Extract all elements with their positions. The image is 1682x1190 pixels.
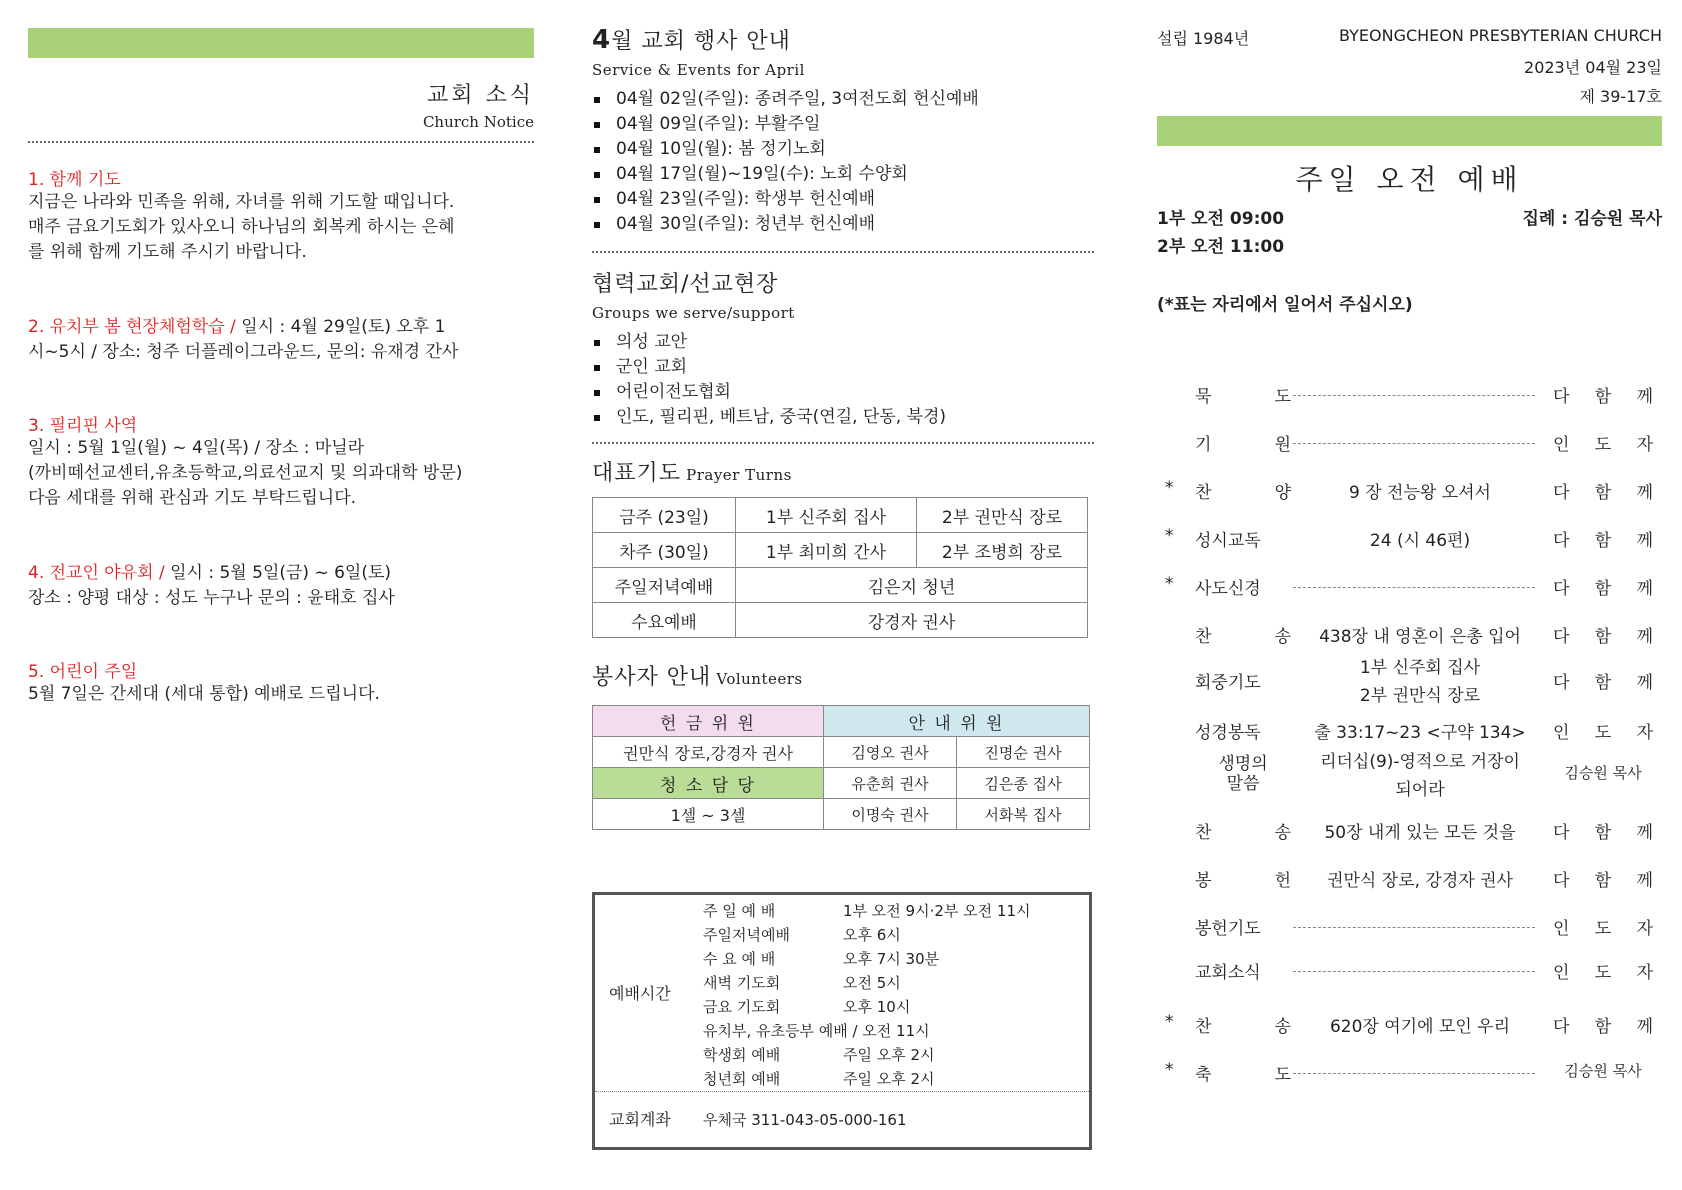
notice-title: 4. 전교인 야유회 /: [28, 563, 165, 583]
stand-note: (*표는 자리에서 일어서 주십시오): [1157, 295, 1413, 315]
worship-order-row: [1157, 718, 1662, 746]
worship-time-row: [703, 995, 1083, 1019]
worship-time-name: 학생회 예배: [703, 1046, 781, 1064]
worship-time-row: [703, 971, 1083, 995]
events-subtitle: Service & Events for April: [592, 61, 805, 79]
table-row: [593, 603, 1088, 638]
worship-time-name: 금요 기도회: [703, 998, 781, 1016]
table-cell: 강경자 권사: [736, 603, 1088, 638]
table-row: [593, 568, 1088, 603]
groups-title: 협력교회/선교현장: [592, 272, 779, 297]
worship-order-row: [1157, 574, 1662, 602]
events-column: [592, 0, 1094, 1129]
table-row: [593, 799, 1090, 830]
church-name: BYEONGCHEON PRESBYTERIAN CHURCH: [1339, 26, 1662, 45]
event-item: 04월 09일(주일): 부활주일: [592, 112, 1094, 137]
order-item-name: 회중기도: [1195, 673, 1261, 693]
notice-title: 5. 어린이 주일: [28, 662, 138, 682]
worship-time-value: 1부 오전 9시·2부 오전 11시: [843, 902, 1031, 920]
order-item-leader: 인 도 자: [1553, 919, 1653, 939]
table-cell: 유춘희 권사: [824, 768, 957, 799]
worship-time-row: [703, 1067, 1083, 1091]
order-item-name: 찬 양: [1195, 483, 1291, 503]
worship-order-row: [1157, 658, 1662, 706]
notice-item: [28, 657, 534, 707]
cleaning-names: 1셀 ~ 3셀: [593, 799, 824, 830]
worship-times-box: [592, 892, 1092, 1150]
volunteers-title: 봉사자 안내: [592, 665, 712, 690]
church-notice-title: 교회 소식: [426, 83, 534, 108]
worship-order-row: [1157, 526, 1662, 554]
notice-item: [28, 561, 534, 611]
order-item-name: 성경봉독: [1195, 723, 1261, 743]
worship-time-row: [703, 923, 1083, 947]
dotted-divider: [592, 251, 1094, 253]
worship-order-row: [1157, 622, 1662, 650]
order-item-leader: 다 함 께: [1553, 673, 1653, 693]
worship-time-value: 오후 10시: [843, 998, 911, 1016]
worship-time-name: 수 요 예 배: [703, 950, 776, 968]
worship-time-name: 주 일 예 배: [703, 902, 776, 920]
notice-title: 2. 유치부 봄 현장체험학습 /: [28, 317, 236, 337]
order-item-content: 620장 여기에 모인 우리: [1329, 1017, 1511, 1037]
volunteers-heading: [592, 660, 1094, 691]
order-item-content: 리더십(9)-영적으로 거장이 되어라: [1320, 752, 1520, 800]
notice-line: 매주 금요기도회가 있사오니 하나님의 회복케 하시는 은혜: [28, 217, 455, 237]
group-item: 어린이전도협회: [592, 380, 1094, 405]
notice-line: 5월 7일은 간세대 (세대 통합) 예배로 드립니다.: [28, 684, 380, 704]
green-header-bar: [1157, 116, 1662, 146]
dashed-leader: [1293, 443, 1535, 444]
dashed-leader: [1293, 395, 1535, 396]
notice-item: [28, 165, 534, 265]
service-time-1: 1부 오전 09:00: [1157, 209, 1285, 229]
worship-order-row: [1157, 818, 1662, 846]
issue-number: 제 39-17호: [1579, 87, 1662, 106]
worship-order-row: [1157, 1060, 1662, 1088]
event-item: 04월 10일(월): 봄 정기노회: [592, 137, 1094, 162]
order-item-leader: 다 함 께: [1553, 483, 1653, 503]
notice-title: 1. 함께 기도: [28, 170, 121, 190]
table-cell: 주일저녁예배: [593, 568, 736, 603]
event-item: 04월 02일(주일): 종려주일, 3여전도회 헌신예배: [592, 87, 1094, 112]
worship-order-row: [1157, 752, 1662, 800]
groups-subtitle: Groups we serve/support: [592, 304, 795, 322]
officiant: 집례 : 김승원 목사: [1522, 209, 1662, 229]
volunteers-subtitle: Volunteers: [716, 670, 803, 688]
group-item: 인도, 필리핀, 베트남, 중국(연길, 단동, 북경): [592, 405, 1094, 430]
account-label: 교회계좌: [609, 1110, 671, 1129]
table-cell: 2부 권만식 장로: [917, 498, 1088, 533]
table-row: [593, 498, 1088, 533]
order-item-content: 50장 내게 있는 모든 것을: [1324, 823, 1516, 843]
worship-time-row: [703, 1043, 1083, 1067]
green-header-bar: [28, 28, 534, 58]
worship-time-name: 유치부, 유초등부 예배 / 오전 11시: [703, 1022, 930, 1040]
events-title-number: 4: [592, 25, 612, 55]
worship-times-list: [703, 899, 1083, 1091]
notice-item: [28, 411, 534, 511]
notice-line: 다음 세대를 위해 관심과 기도 부탁드립니다.: [28, 488, 357, 508]
order-item-leader: 인 도 자: [1553, 435, 1653, 455]
order-item-name: 교회소식: [1195, 963, 1261, 983]
order-item-leader: 인 도 자: [1553, 723, 1653, 743]
worship-order-row: [1157, 478, 1662, 506]
offering-header: 헌 금 위 원: [593, 706, 824, 737]
table-cell: 김은지 청년: [736, 568, 1088, 603]
worship-order-row: [1157, 914, 1662, 942]
dashed-leader: [1293, 927, 1535, 928]
worship-times-label: 예배시간: [609, 984, 671, 1003]
prayer-subtitle: Prayer Turns: [686, 466, 792, 484]
bulletin-date: 2023년 04월 23일: [1524, 58, 1662, 77]
order-item-leader: 다 함 께: [1553, 531, 1653, 551]
order-item-name: 기 원: [1195, 435, 1291, 455]
stand-marker: *: [1165, 1012, 1174, 1032]
table-cell: 서화복 집사: [957, 799, 1090, 830]
table-cell: 수요예배: [593, 603, 736, 638]
table-cell: 금주 (23일): [593, 498, 736, 533]
notice-line: (까비떼선교센터,유초등학교,의료선교지 및 의과대학 방문): [28, 463, 463, 483]
cleaning-header: 청 소 담 당: [593, 768, 824, 799]
event-item: 04월 17일(월)~19일(수): 노회 수양회: [592, 162, 1094, 187]
stand-marker: *: [1165, 478, 1174, 498]
table-cell: 1부 최미희 간사: [736, 533, 917, 568]
order-item-leader: 김승원 목사: [1564, 764, 1642, 782]
notice-title-tail: 일시 : 4월 29일(토) 오후 1: [235, 317, 446, 337]
notice-line: 지금은 나라와 민족을 위해, 자녀를 위해 기도할 때입니다.: [28, 192, 455, 212]
order-item-leader: 다 함 께: [1553, 579, 1653, 599]
group-item: 의성 교안: [592, 330, 1094, 355]
dotted-divider: [595, 1091, 1089, 1092]
table-cell: 차주 (30일): [593, 533, 736, 568]
worship-time-name: 새벽 기도회: [703, 974, 781, 992]
notice-line: 장소 : 양평 대상 : 성도 누구나 문의 : 윤태호 집사: [28, 588, 395, 608]
worship-time-row: [703, 1019, 1083, 1043]
church-notice-subtitle: Church Notice: [422, 113, 534, 131]
worship-title: 주일 오전 예배: [1295, 163, 1524, 196]
worship-time-row: [703, 899, 1083, 923]
volunteers-table: [592, 705, 1090, 830]
table-row: [593, 737, 1090, 768]
order-item-leader: 다 함 께: [1553, 871, 1653, 891]
worship-time-value: 주일 오후 2시: [843, 1070, 935, 1088]
events-title: [592, 24, 1094, 55]
notice-line: 를 위해 함께 기도해 주시기 바랍니다.: [28, 242, 307, 262]
order-item-name: 봉헌기도: [1195, 919, 1261, 939]
table-cell: 김은종 집사: [957, 768, 1090, 799]
order-item-name: 축 도: [1195, 1065, 1291, 1085]
account-value: 우체국 311-043-05-000-161: [703, 1111, 907, 1129]
order-item-content: 1부 신주회 집사 2부 권만식 장로: [1359, 658, 1481, 706]
order-item-content: 출 33:17~23 <구약 134>: [1314, 723, 1526, 743]
order-item-leader: 다 함 께: [1553, 627, 1653, 647]
order-item-leader: 인 도 자: [1553, 963, 1653, 983]
notice-line: 일시 : 5월 1일(월) ~ 4일(목) / 장소 : 마닐라: [28, 438, 365, 458]
service-time-2: 2부 오전 11:00: [1157, 237, 1285, 257]
table-row: [593, 768, 1090, 799]
table-row: [593, 706, 1090, 737]
table-row: [593, 533, 1088, 568]
notice-item: [28, 315, 534, 365]
event-item: 04월 23일(주일): 학생부 헌신예배: [592, 187, 1094, 212]
table-cell: 2부 조병희 장로: [917, 533, 1088, 568]
notice-line: 시~5시 / 장소: 청주 더플레이그라운드, 문의: 유재경 간사: [28, 342, 459, 362]
worship-order-row: [1157, 382, 1662, 410]
offering-names: 권만식 장로,강경자 권사: [593, 737, 824, 768]
worship-order-row: [1157, 958, 1662, 986]
dashed-leader: [1293, 1073, 1535, 1074]
table-cell: 김영오 권사: [824, 737, 957, 768]
dashed-leader: [1293, 971, 1535, 972]
stand-marker: *: [1165, 1060, 1174, 1080]
order-item-content: 438장 내 영혼이 은총 입어: [1319, 627, 1521, 647]
dotted-divider: [28, 141, 534, 143]
worship-order-row: [1157, 866, 1662, 894]
worship-order-row: [1157, 430, 1662, 458]
dotted-divider: [592, 442, 1094, 444]
groups-list: [592, 330, 1094, 430]
worship-time-name: 청년회 예배: [703, 1070, 781, 1088]
order-item-leader: 다 함 께: [1553, 387, 1653, 407]
order-item-name: 사도신경: [1195, 579, 1261, 599]
worship-order-row: [1157, 1012, 1662, 1040]
worship-time-name: 주일저녁예배: [703, 926, 790, 944]
event-item: 04월 30일(주일): 청년부 헌신예배: [592, 212, 1094, 237]
prayer-heading: [592, 456, 1094, 487]
order-item-name: 찬 송: [1195, 627, 1291, 647]
founded-year: 설립 1984년: [1157, 29, 1250, 48]
order-item-content: 24 (시 46편): [1369, 531, 1471, 551]
order-item-name: 찬 송: [1195, 1017, 1291, 1037]
order-item-name: 묵 도: [1195, 387, 1291, 407]
worship-order-column: [1157, 0, 1662, 1190]
worship-time-row: [703, 947, 1083, 971]
table-cell: 1부 신주회 집사: [736, 498, 917, 533]
worship-time-value: 오전 5시: [843, 974, 901, 992]
worship-time-value: 주일 오후 2시: [843, 1046, 935, 1064]
stand-marker: *: [1165, 574, 1174, 594]
order-item-name: 찬 송: [1195, 823, 1291, 843]
prayer-table: [592, 497, 1088, 638]
dashed-leader: [1293, 587, 1535, 588]
order-item-leader: 김승원 목사: [1564, 1062, 1642, 1080]
events-title-text: 월 교회 행사 안내: [611, 29, 791, 54]
order-item-name: 봉 헌: [1195, 871, 1291, 891]
stand-marker: *: [1165, 526, 1174, 546]
group-item: 군인 교회: [592, 355, 1094, 380]
notice-title-tail: 일시 : 5월 5일(금) ~ 6일(토): [164, 563, 392, 583]
order-item-content: 9 장 전능왕 오셔서: [1349, 483, 1491, 503]
order-item-content: 권만식 장로, 강경자 권사: [1327, 871, 1513, 891]
worship-time-value: 오후 6시: [843, 926, 901, 944]
notice-title: 3. 필리핀 사역: [28, 416, 138, 436]
order-item-name: 성시교독: [1195, 531, 1261, 551]
events-list: [592, 87, 1094, 237]
guide-header: 안 내 위 원: [824, 706, 1090, 737]
order-item-name: 생명의 말씀: [1218, 754, 1268, 794]
worship-time-value: 오후 7시 30분: [843, 950, 940, 968]
order-item-leader: 다 함 께: [1553, 823, 1653, 843]
table-cell: 이명숙 권사: [824, 799, 957, 830]
order-item-leader: 다 함 께: [1553, 1017, 1653, 1037]
church-notice-column: [28, 0, 534, 707]
prayer-title: 대표기도: [592, 461, 682, 486]
table-cell: 진명순 권사: [957, 737, 1090, 768]
